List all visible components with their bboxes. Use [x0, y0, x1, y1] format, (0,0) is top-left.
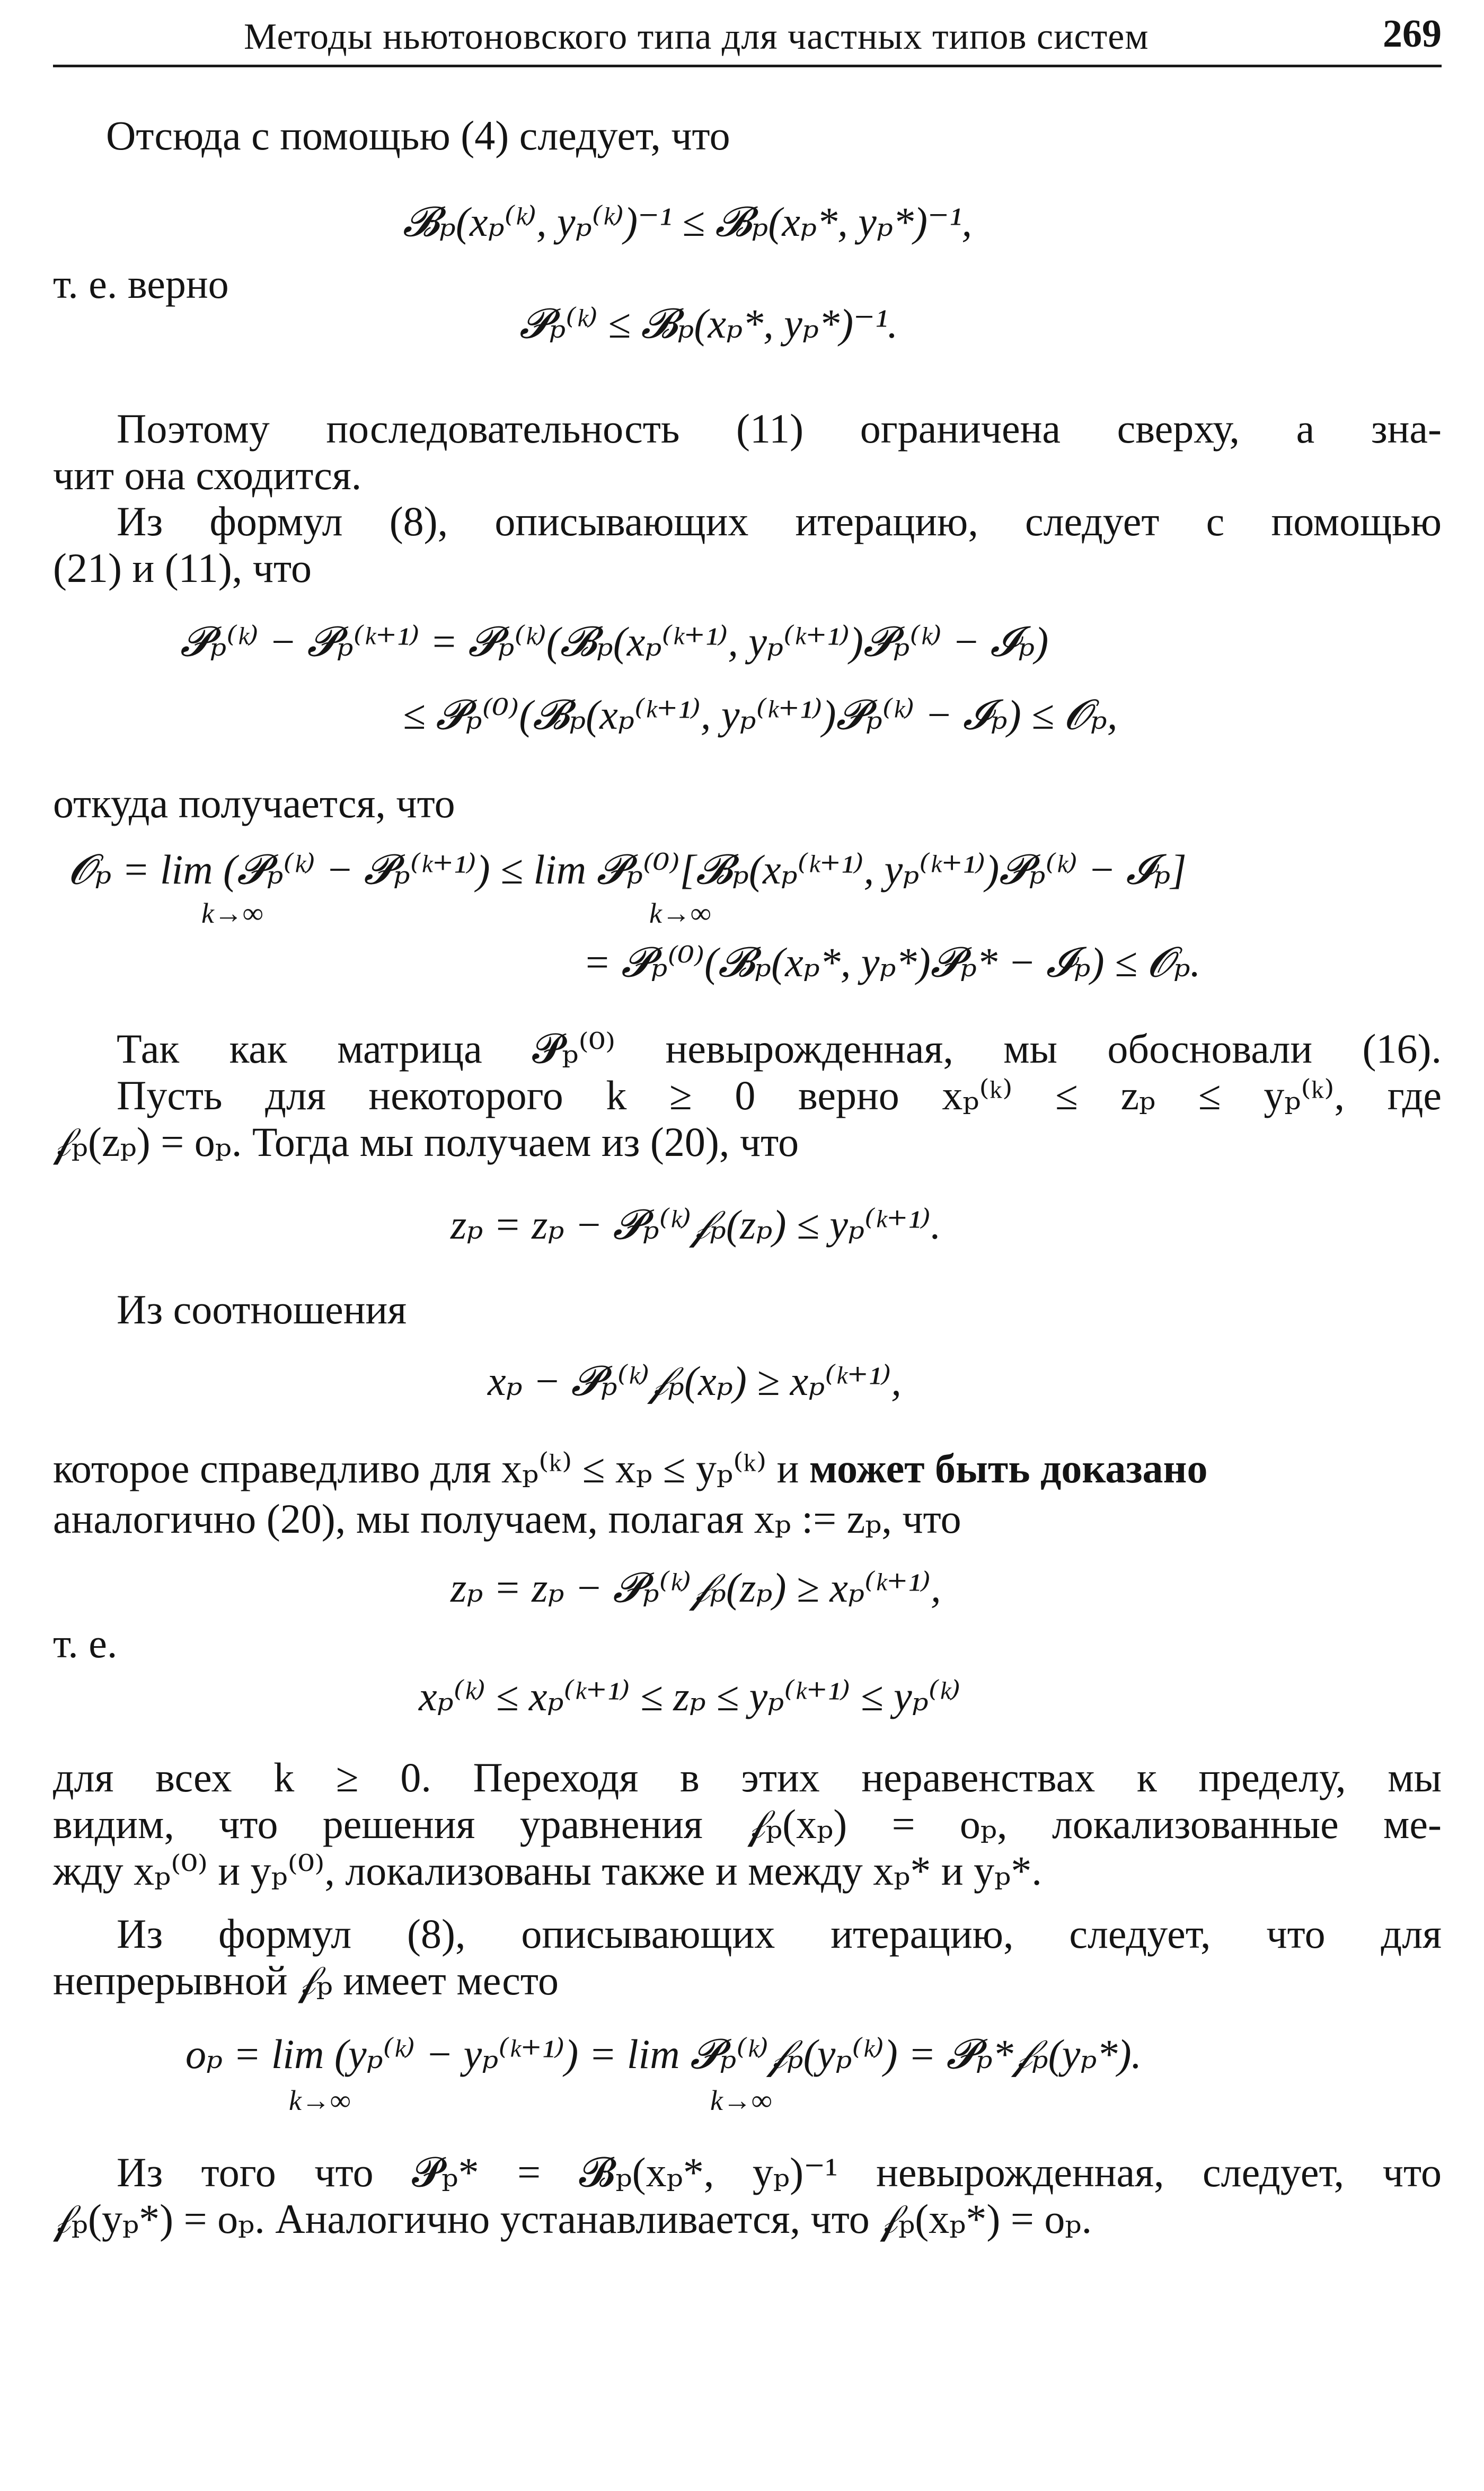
paragraph	[53, 2149, 1442, 2242]
text-line: Поэтому последовательность (11) ограничена сверху, а зна-	[117, 405, 1442, 452]
formula: ≤ 𝓟ₚ⁽⁰⁾(𝓑ₚ(xₚ⁽ᵏ⁺¹⁾, yₚ⁽ᵏ⁺¹⁾)𝓟ₚ⁽ᵏ⁾ − 𝓘ₚ) ≤ 𝓞ₚ,	[403, 692, 1118, 738]
formula: xₚ − 𝓟ₚ⁽ᵏ⁾𝒻ₚ(xₚ) ≥ xₚ⁽ᵏ⁺¹⁾,	[488, 1358, 902, 1404]
limit-subscript: k→∞	[201, 897, 263, 929]
formula: 𝓞ₚ = lim (𝓟ₚ⁽ᵏ⁾ − 𝓟ₚ⁽ᵏ⁺¹⁾) ≤ lim 𝓟ₚ⁽⁰⁾[𝓑ₚ(xₚ⁽ᵏ⁺¹⁾, yₚ⁽ᵏ⁺¹⁾)𝓟ₚ⁽ᵏ⁾ − 𝓘ₚ]	[69, 846, 1187, 893]
formula: = 𝓟ₚ⁽⁰⁾(𝓑ₚ(xₚ*, yₚ*)𝓟ₚ* − 𝓘ₚ) ≤ 𝓞ₚ.	[583, 939, 1201, 985]
limit-subscript: k→∞	[289, 2084, 351, 2116]
emphasized-text: может быть доказано	[809, 1445, 1208, 1491]
paragraph	[53, 498, 1442, 591]
formula: 𝓑ₚ(xₚ⁽ᵏ⁾, yₚ⁽ᵏ⁾)⁻¹ ≤ 𝓑ₚ(xₚ*, yₚ*)⁻¹,	[403, 199, 973, 245]
text-line: Из соотношения	[117, 1286, 407, 1332]
formula: oₚ = lim (yₚ⁽ᵏ⁾ − yₚ⁽ᵏ⁺¹⁾) = lim 𝓟ₚ⁽ᵏ⁾𝒻ₚ(yₚ⁽ᵏ⁾) = 𝓟ₚ*𝒻ₚ(yₚ*).	[186, 2031, 1142, 2077]
text-line: Из формул (8), описывающих итерацию, следует с помощью	[117, 498, 1442, 544]
text-line: непрерывной 𝒻ₚ имеет место	[53, 1957, 559, 2003]
text-line: т. е. верно	[53, 261, 229, 307]
text-line: аналогично (20), мы получаем, полагая xₚ := zₚ, что	[53, 1496, 961, 1542]
running-head: Методы ньютоновского типа для частных типов систем	[244, 16, 1149, 57]
formula: xₚ⁽ᵏ⁾ ≤ xₚ⁽ᵏ⁺¹⁾ ≤ zₚ ≤ yₚ⁽ᵏ⁺¹⁾ ≤ yₚ⁽ᵏ⁾	[419, 1673, 961, 1719]
formula: zₚ = zₚ − 𝓟ₚ⁽ᵏ⁾𝒻ₚ(zₚ) ≤ yₚ⁽ᵏ⁺¹⁾.	[450, 1202, 941, 1248]
text-fragment: которое справедливо для xₚ⁽ᵏ⁾ ≤ xₚ ≤ yₚ⁽ᵏ⁾ и	[53, 1445, 809, 1491]
text-line: т. е.	[53, 1620, 118, 1666]
text-line: жду xₚ⁽⁰⁾ и yₚ⁽⁰⁾, локализованы также и между xₚ* и yₚ*.	[53, 1848, 1042, 1894]
text-line: Пусть для некоторого k ≥ 0 верно xₚ⁽ᵏ⁾ ≤ zₚ ≤ yₚ⁽ᵏ⁾, где	[117, 1072, 1442, 1118]
page-header	[53, 12, 1442, 67]
text-line: видим, что решения уравнения 𝒻ₚ(xₚ) = oₚ, локализованные ме-	[53, 1801, 1442, 1847]
page-number: 269	[1383, 12, 1442, 56]
limit-subscript: k→∞	[710, 2084, 772, 2116]
text-line: Из того что 𝓟ₚ* = 𝓑ₚ(xₚ*, yₚ)⁻¹ невырожденная, следует, что	[117, 2149, 1442, 2195]
paragraph	[53, 1026, 1442, 1165]
paragraph	[53, 1911, 1442, 2004]
formula: zₚ = zₚ − 𝓟ₚ⁽ᵏ⁾𝒻ₚ(zₚ) ≥ xₚ⁽ᵏ⁺¹⁾,	[450, 1565, 941, 1611]
text-line: Так как матрица 𝓟ₚ⁽⁰⁾ невырожденная, мы обосновали (16).	[117, 1026, 1442, 1072]
text-line: 𝒻ₚ(zₚ) = oₚ. Тогда мы получаем из (20), что	[53, 1119, 799, 1165]
text-line: 𝒻ₚ(yₚ*) = oₚ. Аналогично устанавливается, что 𝒻ₚ(xₚ*) = oₚ.	[53, 2196, 1092, 2242]
text-line: Отсюда с помощью (4) следует, что	[106, 112, 730, 158]
formula: 𝓟ₚ⁽ᵏ⁾ − 𝓟ₚ⁽ᵏ⁺¹⁾ = 𝓟ₚ⁽ᵏ⁾(𝓑ₚ(xₚ⁽ᵏ⁺¹⁾, yₚ⁽ᵏ⁺¹⁾)𝓟ₚ⁽ᵏ⁾ − 𝓘ₚ)	[180, 619, 1049, 665]
formula: 𝓟ₚ⁽ᵏ⁾ ≤ 𝓑ₚ(xₚ*, yₚ*)⁻¹.	[519, 301, 898, 347]
text-line: чит она сходится.	[53, 452, 362, 498]
text-line	[53, 1447, 1207, 1490]
text-line: откуда получается, что	[53, 780, 455, 826]
text-line: (21) и (11), что	[53, 545, 312, 591]
text-line: Из формул (8), описывающих итерацию, следует, что для	[117, 1911, 1442, 1957]
limit-subscript: k→∞	[649, 897, 711, 929]
paragraph	[53, 1754, 1442, 1894]
text-line: для всех k ≥ 0. Переходя в этих неравенствах к пределу, мы	[53, 1754, 1442, 1800]
paragraph	[53, 405, 1442, 499]
